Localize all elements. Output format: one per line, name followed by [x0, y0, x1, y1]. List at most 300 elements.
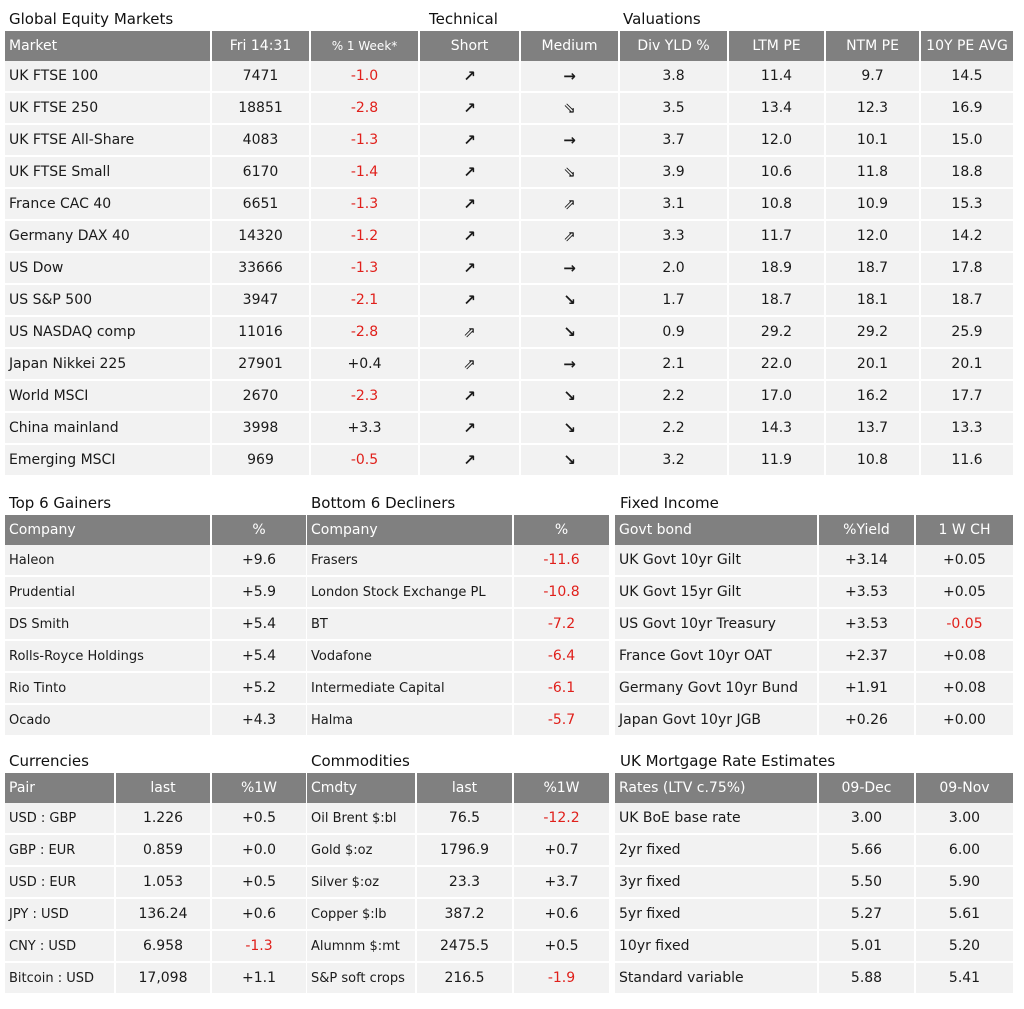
price: 14320 — [212, 219, 311, 251]
div-yield: 3.1 — [620, 187, 729, 219]
pct-change: -6.4 — [514, 639, 611, 671]
market-row — [5, 315, 1015, 347]
col-price: Fri 14:31 — [212, 31, 311, 61]
ntm-pe: 10.1 — [826, 123, 921, 155]
week-change: +0.6 — [514, 897, 611, 929]
ltm-pe: 11.4 — [729, 61, 826, 91]
equity-table — [5, 31, 1015, 475]
price: 7471 — [212, 61, 311, 91]
market-name: Germany DAX 40 — [5, 219, 212, 251]
commodity-row — [307, 865, 611, 897]
short-trend-cell — [420, 315, 521, 347]
ltm-pe: 17.0 — [729, 379, 826, 411]
week-change: -1.0 — [311, 61, 420, 91]
currency-row — [5, 865, 308, 897]
short-trend-cell — [420, 61, 521, 91]
bond-row — [615, 703, 1015, 735]
ltm-pe: 18.7 — [729, 283, 826, 315]
valuations-title: Valuations — [623, 10, 701, 28]
pe-avg: 14.2 — [921, 219, 1015, 251]
decliners-title: Bottom 6 Decliners — [311, 494, 456, 512]
short-trend-cell — [420, 283, 521, 315]
medium-trend-icon: ↘ — [563, 323, 576, 341]
col-ntm-pe: NTM PE — [826, 31, 921, 61]
bond-name: UK Govt 15yr Gilt — [615, 575, 819, 607]
week-change: -12.2 — [514, 803, 611, 833]
col-pct: % — [212, 515, 308, 545]
col-09-nov: 09-Nov — [916, 773, 1015, 803]
currencies-table — [5, 773, 308, 993]
mortgage-table — [615, 773, 1015, 993]
ltm-pe: 18.9 — [729, 251, 826, 283]
pe-avg: 14.5 — [921, 61, 1015, 91]
price: 18851 — [212, 91, 311, 123]
week-change: -1.4 — [311, 155, 420, 187]
week-change: -0.05 — [916, 607, 1015, 639]
market-name: UK FTSE All-Share — [5, 123, 212, 155]
market-row — [5, 219, 1015, 251]
last-value: 6.958 — [116, 929, 212, 961]
yield: +3.14 — [819, 545, 916, 575]
decliner-row — [307, 671, 611, 703]
short-trend-cell — [420, 187, 521, 219]
short-trend-cell — [420, 91, 521, 123]
company-name: London Stock Exchange PL — [307, 575, 514, 607]
market-row — [5, 251, 1015, 283]
pct-change: +5.4 — [212, 639, 308, 671]
col-10y-pe-avg: 10Y PE AVG — [921, 31, 1015, 61]
last-value: 76.5 — [417, 803, 514, 833]
decliner-row — [307, 545, 611, 575]
rate-dec: 5.50 — [819, 865, 916, 897]
last-value: 1.053 — [116, 865, 212, 897]
col-company: Company — [307, 515, 514, 545]
week-change: -1.3 — [212, 929, 308, 961]
short-trend-icon: ↗ — [463, 291, 476, 309]
medium-trend-cell — [521, 187, 620, 219]
short-trend-icon: ↗ — [463, 387, 476, 405]
pe-avg: 15.0 — [921, 123, 1015, 155]
div-yield: 3.7 — [620, 123, 729, 155]
pct-change: +9.6 — [212, 545, 308, 575]
last-value: 2475.5 — [417, 929, 514, 961]
gainer-row — [5, 639, 308, 671]
pct-change: -6.1 — [514, 671, 611, 703]
week-change: +0.4 — [311, 347, 420, 379]
medium-trend-icon: ↘ — [563, 291, 576, 309]
last-value: 17,098 — [116, 961, 212, 993]
price: 11016 — [212, 315, 311, 347]
currency-row — [5, 897, 308, 929]
div-yield: 3.2 — [620, 443, 729, 475]
commodity-row — [307, 833, 611, 865]
commodity-name: Alumnm $:mt — [307, 929, 417, 961]
mortgage-title: UK Mortgage Rate Estimates — [620, 752, 836, 770]
pct-change: +4.3 — [212, 703, 308, 735]
ntm-pe: 18.7 — [826, 251, 921, 283]
pe-avg: 17.8 — [921, 251, 1015, 283]
short-trend-icon: ⇗ — [463, 323, 476, 341]
ntm-pe: 10.9 — [826, 187, 921, 219]
short-trend-icon: ↗ — [463, 259, 476, 277]
short-trend-cell — [420, 379, 521, 411]
gainer-row — [5, 703, 308, 735]
price: 4083 — [212, 123, 311, 155]
short-trend-icon: ↗ — [463, 163, 476, 181]
short-trend-cell — [420, 251, 521, 283]
bond-row — [615, 545, 1015, 575]
week-change: +0.08 — [916, 671, 1015, 703]
last-value: 387.2 — [417, 897, 514, 929]
rate-row — [615, 929, 1015, 961]
medium-trend-icon: ↘ — [563, 451, 576, 469]
short-trend-cell — [420, 411, 521, 443]
market-name: World MSCI — [5, 379, 212, 411]
last-value: 216.5 — [417, 961, 514, 993]
ntm-pe: 10.8 — [826, 443, 921, 475]
pair-name: USD : GBP — [5, 803, 116, 833]
price: 6651 — [212, 187, 311, 219]
pct-change: -7.2 — [514, 607, 611, 639]
commodity-row — [307, 897, 611, 929]
rate-name: UK BoE base rate — [615, 803, 819, 833]
rate-nov: 5.61 — [916, 897, 1015, 929]
market-row — [5, 155, 1015, 187]
col-09-dec: 09-Dec — [819, 773, 916, 803]
week-change: +1.1 — [212, 961, 308, 993]
market-row — [5, 123, 1015, 155]
commodity-row — [307, 803, 611, 833]
company-name: DS Smith — [5, 607, 212, 639]
pair-name: Bitcoin : USD — [5, 961, 116, 993]
ntm-pe: 16.2 — [826, 379, 921, 411]
price: 27901 — [212, 347, 311, 379]
market-row — [5, 347, 1015, 379]
col-pair: Pair — [5, 773, 116, 803]
col-pct: % — [514, 515, 611, 545]
short-trend-icon: ↗ — [463, 419, 476, 437]
col-short: Short — [420, 31, 521, 61]
commodities-header-row — [307, 773, 611, 803]
medium-trend-cell — [521, 443, 620, 475]
pair-name: USD : EUR — [5, 865, 116, 897]
week-change: +3.3 — [311, 411, 420, 443]
week-change: +0.00 — [916, 703, 1015, 735]
decliner-row — [307, 607, 611, 639]
commodities-title: Commodities — [311, 752, 410, 770]
currency-row — [5, 929, 308, 961]
price: 2670 — [212, 379, 311, 411]
yield: +3.53 — [819, 575, 916, 607]
div-yield: 1.7 — [620, 283, 729, 315]
short-trend-cell — [420, 347, 521, 379]
rate-name: 10yr fixed — [615, 929, 819, 961]
medium-trend-icon: ⇗ — [563, 195, 576, 213]
company-name: Haleon — [5, 545, 212, 575]
col-govt-bond: Govt bond — [615, 515, 819, 545]
ntm-pe: 12.3 — [826, 91, 921, 123]
market-row — [5, 91, 1015, 123]
short-trend-cell — [420, 123, 521, 155]
pe-avg: 15.3 — [921, 187, 1015, 219]
week-change: -1.3 — [311, 251, 420, 283]
company-name: Rolls-Royce Holdings — [5, 639, 212, 671]
price: 3947 — [212, 283, 311, 315]
div-yield: 2.2 — [620, 379, 729, 411]
ltm-pe: 12.0 — [729, 123, 826, 155]
short-trend-icon: ↗ — [463, 99, 476, 117]
yield: +3.53 — [819, 607, 916, 639]
medium-trend-icon: ⇘ — [563, 99, 576, 117]
currencies-title: Currencies — [9, 752, 89, 770]
market-name: Emerging MSCI — [5, 443, 212, 475]
pe-avg: 16.9 — [921, 91, 1015, 123]
div-yield: 3.3 — [620, 219, 729, 251]
ltm-pe: 13.4 — [729, 91, 826, 123]
market-name: US NASDAQ comp — [5, 315, 212, 347]
fixed-income-header-row — [615, 515, 1015, 545]
bond-name: Japan Govt 10yr JGB — [615, 703, 819, 735]
market-name: US S&P 500 — [5, 283, 212, 315]
decliner-row — [307, 639, 611, 671]
commodity-name: Gold $:oz — [307, 833, 417, 865]
week-change: -1.9 — [514, 961, 611, 993]
col-1w: %1W — [212, 773, 308, 803]
medium-trend-icon: ↘ — [563, 387, 576, 405]
medium-trend-icon: → — [563, 355, 576, 373]
market-row — [5, 61, 1015, 91]
col-yield: %Yield — [819, 515, 916, 545]
rate-row — [615, 833, 1015, 865]
week-change: +0.05 — [916, 545, 1015, 575]
gainers-header-row — [5, 515, 308, 545]
week-change: +3.7 — [514, 865, 611, 897]
rate-nov: 5.20 — [916, 929, 1015, 961]
div-yield: 0.9 — [620, 315, 729, 347]
ntm-pe: 29.2 — [826, 315, 921, 347]
mortgage-header-row — [615, 773, 1015, 803]
ltm-pe: 11.9 — [729, 443, 826, 475]
commodity-row — [307, 961, 611, 993]
market-row — [5, 187, 1015, 219]
pe-avg: 18.8 — [921, 155, 1015, 187]
rate-nov: 6.00 — [916, 833, 1015, 865]
week-change: -2.8 — [311, 91, 420, 123]
pct-change: +5.2 — [212, 671, 308, 703]
pct-change: -10.8 — [514, 575, 611, 607]
col-company: Company — [5, 515, 212, 545]
pair-name: JPY : USD — [5, 897, 116, 929]
market-name: UK FTSE Small — [5, 155, 212, 187]
price: 6170 — [212, 155, 311, 187]
company-name: Intermediate Capital — [307, 671, 514, 703]
pe-avg: 18.7 — [921, 283, 1015, 315]
fixed-income-table — [615, 515, 1015, 735]
pct-change: -5.7 — [514, 703, 611, 735]
company-name: BT — [307, 607, 514, 639]
bond-name: Germany Govt 10yr Bund — [615, 671, 819, 703]
col-market: Market — [5, 31, 212, 61]
pct-change: +5.4 — [212, 607, 308, 639]
company-name: Prudential — [5, 575, 212, 607]
short-trend-cell — [420, 155, 521, 187]
rate-nov: 5.90 — [916, 865, 1015, 897]
col-week: % 1 Week* — [311, 31, 420, 61]
company-name: Rio Tinto — [5, 671, 212, 703]
week-change: +0.08 — [916, 639, 1015, 671]
gainers-title: Top 6 Gainers — [9, 494, 112, 512]
medium-trend-cell — [521, 123, 620, 155]
rate-name: 5yr fixed — [615, 897, 819, 929]
short-trend-icon: ↗ — [463, 195, 476, 213]
decliners-table — [307, 515, 611, 735]
market-name: US Dow — [5, 251, 212, 283]
currency-row — [5, 961, 308, 993]
rate-row — [615, 961, 1015, 993]
fixed-income-title: Fixed Income — [620, 494, 719, 512]
equity-title: Global Equity Markets — [9, 10, 174, 28]
col-medium: Medium — [521, 31, 620, 61]
last-value: 23.3 — [417, 865, 514, 897]
week-change: -2.8 — [311, 315, 420, 347]
ntm-pe: 20.1 — [826, 347, 921, 379]
ltm-pe: 10.6 — [729, 155, 826, 187]
bond-name: UK Govt 10yr Gilt — [615, 545, 819, 575]
col-cmdty: Cmdty — [307, 773, 417, 803]
company-name: Frasers — [307, 545, 514, 575]
week-change: +0.7 — [514, 833, 611, 865]
pair-name: CNY : USD — [5, 929, 116, 961]
ntm-pe: 11.8 — [826, 155, 921, 187]
ntm-pe: 9.7 — [826, 61, 921, 91]
pe-avg: 17.7 — [921, 379, 1015, 411]
div-yield: 3.5 — [620, 91, 729, 123]
last-value: 1796.9 — [417, 833, 514, 865]
medium-trend-icon: ⇗ — [563, 227, 576, 245]
commodity-name: Copper $:lb — [307, 897, 417, 929]
week-change: +0.5 — [514, 929, 611, 961]
currency-row — [5, 833, 308, 865]
medium-trend-cell — [521, 347, 620, 379]
currency-row — [5, 803, 308, 833]
bond-name: US Govt 10yr Treasury — [615, 607, 819, 639]
short-trend-cell — [420, 219, 521, 251]
week-change: -2.1 — [311, 283, 420, 315]
short-trend-icon: ↗ — [463, 131, 476, 149]
week-change: +0.05 — [916, 575, 1015, 607]
gainer-row — [5, 545, 308, 575]
rate-row — [615, 897, 1015, 929]
col-1w: %1W — [514, 773, 611, 803]
yield: +1.91 — [819, 671, 916, 703]
ltm-pe: 29.2 — [729, 315, 826, 347]
gainers-table — [5, 515, 308, 735]
div-yield: 2.1 — [620, 347, 729, 379]
bond-row — [615, 607, 1015, 639]
market-name: UK FTSE 100 — [5, 61, 212, 91]
div-yield: 3.9 — [620, 155, 729, 187]
company-name: Ocado — [5, 703, 212, 735]
week-change: -1.3 — [311, 187, 420, 219]
price: 3998 — [212, 411, 311, 443]
week-change: +0.5 — [212, 865, 308, 897]
col-1w-ch: 1 W CH — [916, 515, 1015, 545]
medium-trend-icon: → — [563, 67, 576, 85]
ntm-pe: 18.1 — [826, 283, 921, 315]
ltm-pe: 11.7 — [729, 219, 826, 251]
col-rates: Rates (LTV c.75%) — [615, 773, 819, 803]
col-last: last — [116, 773, 212, 803]
company-name: Halma — [307, 703, 514, 735]
col-div-yld: Div YLD % — [620, 31, 729, 61]
pct-change: +5.9 — [212, 575, 308, 607]
short-trend-icon: ↗ — [463, 227, 476, 245]
company-name: Vodafone — [307, 639, 514, 671]
gainer-row — [5, 575, 308, 607]
yield: +0.26 — [819, 703, 916, 735]
week-change: -1.3 — [311, 123, 420, 155]
rate-row — [615, 865, 1015, 897]
medium-trend-icon: → — [563, 259, 576, 277]
pct-change: -11.6 — [514, 545, 611, 575]
gainer-row — [5, 607, 308, 639]
market-name: UK FTSE 250 — [5, 91, 212, 123]
ltm-pe: 22.0 — [729, 347, 826, 379]
rate-dec: 5.66 — [819, 833, 916, 865]
market-name: China mainland — [5, 411, 212, 443]
decliner-row — [307, 575, 611, 607]
ntm-pe: 12.0 — [826, 219, 921, 251]
rate-dec: 3.00 — [819, 803, 916, 833]
week-change: +0.6 — [212, 897, 308, 929]
rate-nov: 3.00 — [916, 803, 1015, 833]
medium-trend-cell — [521, 379, 620, 411]
last-value: 136.24 — [116, 897, 212, 929]
ntm-pe: 13.7 — [826, 411, 921, 443]
pe-avg: 25.9 — [921, 315, 1015, 347]
market-row — [5, 443, 1015, 475]
week-change: +0.5 — [212, 803, 308, 833]
rate-row — [615, 803, 1015, 833]
decliner-row — [307, 703, 611, 735]
medium-trend-cell — [521, 155, 620, 187]
week-change: -1.2 — [311, 219, 420, 251]
technical-title: Technical — [429, 10, 498, 28]
market-row — [5, 411, 1015, 443]
gainer-row — [5, 671, 308, 703]
col-last: last — [417, 773, 514, 803]
rate-name: Standard variable — [615, 961, 819, 993]
pe-avg: 11.6 — [921, 443, 1015, 475]
commodity-name: Oil Brent $:bl — [307, 803, 417, 833]
commodities-table — [307, 773, 611, 993]
pair-name: GBP : EUR — [5, 833, 116, 865]
bond-row — [615, 671, 1015, 703]
medium-trend-cell — [521, 91, 620, 123]
last-value: 1.226 — [116, 803, 212, 833]
bond-name: France Govt 10yr OAT — [615, 639, 819, 671]
rate-dec: 5.88 — [819, 961, 916, 993]
rate-dec: 5.01 — [819, 929, 916, 961]
pe-avg: 20.1 — [921, 347, 1015, 379]
commodity-name: S&P soft crops — [307, 961, 417, 993]
short-trend-icon: ↗ — [463, 451, 476, 469]
commodity-name: Silver $:oz — [307, 865, 417, 897]
short-trend-icon: ↗ — [463, 67, 476, 85]
medium-trend-cell — [521, 61, 620, 91]
rate-nov: 5.41 — [916, 961, 1015, 993]
commodity-row — [307, 929, 611, 961]
